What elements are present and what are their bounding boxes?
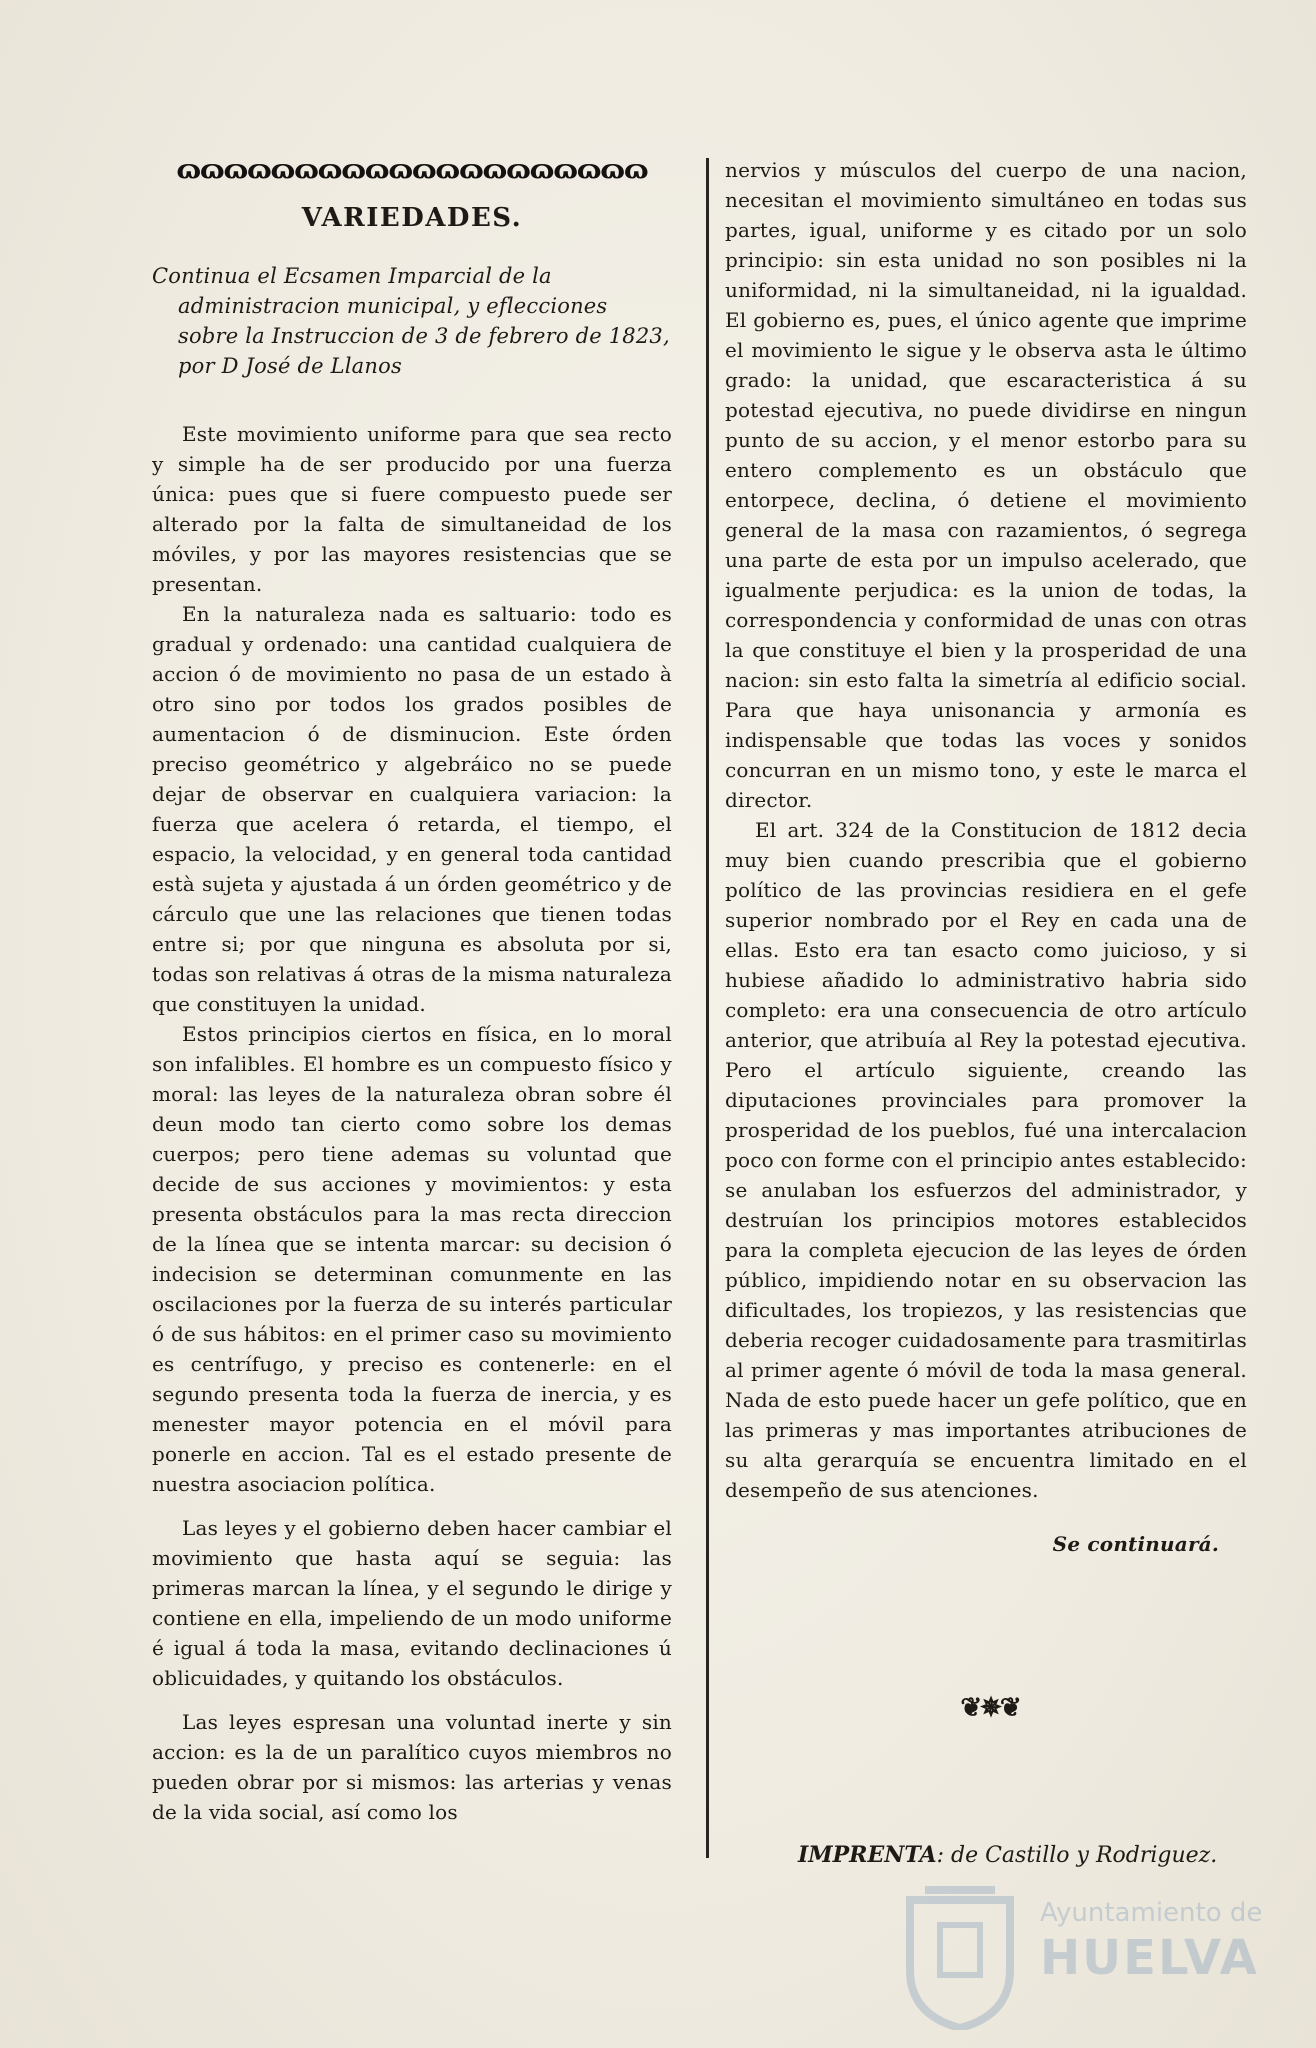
- header-ornament: ɷɷɷɷɷɷɷɷɷɷɷɷɷɷɷɷɷɷɷɷ: [176, 155, 648, 185]
- right-column: [725, 155, 1247, 1559]
- fleuron-ornament: ❦✵❦: [960, 1693, 1020, 1723]
- paragraph: El art. 324 de la Constitucion de 1812 decia muy bien cuando prescribia que el gobierno político de las provincias residiera en el gefe superior nombrado por el Rey en cada una de ellas. Esto era tan esacto como juicioso, y si hubiese añadido lo administrativo habria sido completo: era una consecuencia de otro artículo anterior, que atribuía al Rey la potestad ejecutiva. Pero el artículo siguiente, creando las diputaciones provinciales para promover la prosperidad de los pueblos, fué una intercalacion poco con forme con el principio antes establecido: se anulaban los esfuerzos del administrador, y destruían los principios motores establecidos para la completa ejecucion de las leyes de órden público, impidiendo notar en su observacion las dificultades, los tropiezos, y las resistencias que deberia recoger cuidadosamente para trasmitirlas al primer agente ó móvil de toda la masa general. Nada de esto puede hacer un gefe político, que en las primeras y mas importantes atribuciones de su alta gerarquía se encuentra limitado en el desempeño de sus atenciones.: [725, 818, 1247, 1502]
- paragraph: nervios y músculos del cuerpo de una nacion, necesitan el movimiento simultáneo en todas sus partes, igual, uniforme y es citado por un solo principio: sin esta unidad no son posibles ni la uniformidad, ni la simultaneidad, ni la igualdad. El gobierno es, pues, el único agente que imprime el movimiento le sigue y le observa asta le último grado: la unidad, que escaracteristica á su potestad ejecutiva, no puede dividirse en ningun punto de su accion, y el menor estorbo para su entero complemento es un obstáculo que entorpece, declina, ó detiene el movimiento general de la masa con razamientos, ó segrega una parte de esta por un impulso acelerado, que igualmente perjudica: es la union de todas, la correspondencia y conformidad de unas con otras la que constituye el bien y la prosperidad de una nacion: sin esto falta la simetría al edificio social. Para que haya unisonancia y armonía es indispensable que todas las voces y sonidos concurran en un mismo tono, y este le marca el director.: [725, 158, 1247, 812]
- printer-imprint: [798, 1842, 1258, 1868]
- section-title: VARIEDADES.: [301, 203, 523, 233]
- article-subtitle: Continua el Ecsamen Imparcial de la administracion municipal, y eflecciones sobre la Instruccion de 3 de febrero de 1823, por D José de Llanos: [152, 264, 670, 378]
- paragraph: Las leyes espresan una voluntad inerte y sin accion: es la de un paralítico cuyos miembros no pueden obrar por si mismos: las arterias y venas de la vida social, así como los: [152, 1710, 672, 1824]
- paragraph: Este movimiento uniforme para que sea recto y simple ha de ser producido por una fuerza única: pues que si fuere compuesto puede ser alterado por la falta de simultaneidad de los móviles, y por las mayores resistencias que se presentan.: [152, 422, 672, 596]
- coat-of-arms-icon: [900, 1880, 1020, 2030]
- column-divider: [706, 158, 709, 1858]
- imprint-text: : de Castillo y Rodriguez.: [936, 1843, 1218, 1868]
- imprint-label: IMPRENTA: [798, 1842, 937, 1868]
- left-column: [152, 155, 672, 1827]
- paragraph: Las leyes y el gobierno deben hacer cambiar el movimiento que hasta aquí se seguia: las primeras marcan la línea, y el segundo le dirige y contiene en ella, impeliendo de un modo uniforme é igual á toda la masa, evitando declinaciones ú oblicuidades, y quitando los obstáculos.: [152, 1516, 672, 1690]
- paragraph: En la naturaleza nada es saltuario: todo es gradual y ordenado: una cantidad cualquiera de accion ó de movimiento no pasa de un estado à otro sino por todos los grados posibles de aumentacion ó de disminucion. Este órden preciso geométrico y algebráico no se puede dejar de observar en cualquiera variacion: la fuerza que acelera ó retarda, el tiempo, el espacio, la velocidad, y en general toda cantidad està sujeta y ajustada á un órden geométrico y de cárculo que une las relaciones que tienen todas entre si; por que ninguna es absoluta por si, todas son relativas á otras de la misma naturaleza que constituyen la unidad.: [152, 602, 672, 1016]
- paragraph: Estos principios ciertos en física, en lo moral son infalibles. El hombre es un compuesto físico y moral: las leyes de la naturaleza obran sobre él deun modo tan cierto como sobre los demas cuerpos; pero tiene ademas su voluntad que decide de sus acciones y movimientos: y esta presenta obstáculos para la mas recta direccion de la línea que se intenta marcar: su decision ó indecision se determinan comunmente en las oscilaciones por la fuerza de su interés particular ó de sus hábitos: en el primer caso su movimiento es centrífugo, y preciso es contenerle: en el segundo presenta toda la fuerza de inercia, y es menester mayor potencia en el móvil para ponerle en accion. Tal es el estado presente de nuestra asociacion política.: [152, 1022, 672, 1496]
- watermark-line2: HUELVA: [1040, 1930, 1259, 1986]
- watermark-line1: Ayuntamiento de: [1040, 1898, 1263, 1928]
- continues-note: Se continuará.: [1052, 1532, 1219, 1556]
- archive-watermark: [900, 1880, 1300, 2030]
